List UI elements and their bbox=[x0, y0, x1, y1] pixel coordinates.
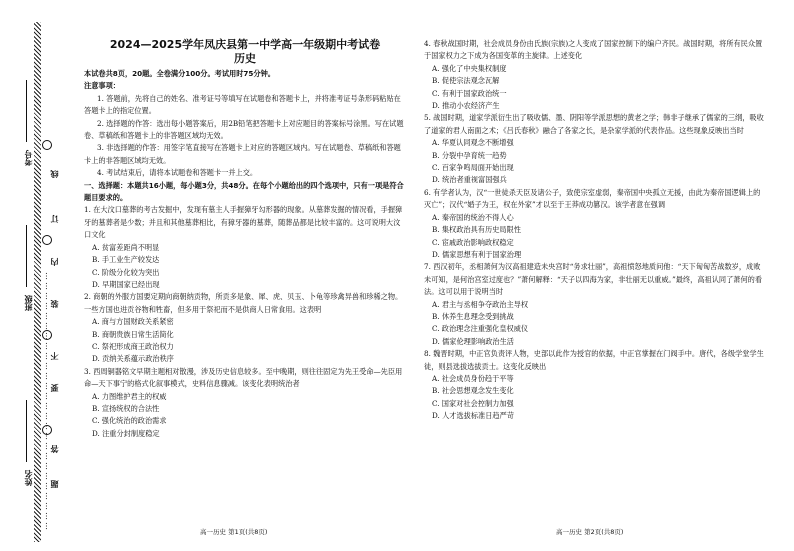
binding-hole bbox=[42, 330, 52, 340]
seal-char: 线 bbox=[49, 170, 59, 178]
option-b: B. 社会思想观念发生变化 bbox=[432, 386, 514, 396]
question-6 bbox=[424, 187, 764, 261]
section-heading: 一、选择题：本题共16小题，每小题3分，共48分。在每个小题给出的四个选项中，只有一项是符合题目要求的。 bbox=[84, 180, 404, 203]
note-item: 1. 答题前，先将自己的姓名、准考证号等填写在试题卷和答题卡上，并将准考证号条形码粘贴在答题卡上的指定位置。 bbox=[84, 93, 401, 116]
question-stem: 7. 西汉初年，丞相萧何为汉高祖建造未央宫时“务求壮丽”，高祖愤怒地质问他：“天下匈匈苦战数岁，成败未可知，是何治宫室过度也？”萧何解释：“天子以四海为家，非壮丽无以重威。”最终，高祖认同了萧何的看法。这可以用于说明当时 bbox=[424, 262, 763, 297]
option-b: B. 商朝贵族日常生活简化 bbox=[92, 329, 174, 339]
question-stem: 2. 商朝的外服方国要定期向商朝纳贡物，所贡多是象、犀、虎、贝玉、卜龟等珍禽异兽和珍稀之物。一些方国也进贡谷物和牲畜，但多用于祭祀而不是供商人日常食用。这表明 bbox=[84, 292, 403, 314]
seal-char: 不 bbox=[49, 352, 59, 360]
binding-strip bbox=[0, 0, 62, 551]
question-7 bbox=[424, 261, 764, 348]
seal-char: 答 bbox=[49, 445, 59, 453]
question-2 bbox=[84, 291, 406, 365]
exam-page-1 bbox=[84, 38, 406, 440]
binding-hole bbox=[42, 235, 52, 245]
option-c: C. 百家争鸣局面开始出现 bbox=[432, 163, 514, 173]
question-stem: 6. 有学者认为，汉“一世徒杀天臣及诸公子，致使宗室虚弱，秦帝国中央孤立无援，由此为秦帝国逻辑上的灭亡”；汉代“婚子为王，权在外家”才以至于王莽成功篡汉。该学者意在强调 bbox=[424, 187, 761, 210]
option-d: D. 贡纳关系蕴示政治秩序 bbox=[92, 354, 174, 364]
option-a: A. 强化了中央集权制度 bbox=[432, 63, 507, 73]
seal-char: 装 bbox=[49, 300, 59, 308]
binding-hole bbox=[42, 425, 52, 435]
option-c: C. 祭祀形成商王政治权力 bbox=[92, 341, 174, 351]
name-label: 姓名 bbox=[23, 470, 33, 486]
option-d: D. 注重分封制度稳定 bbox=[92, 428, 160, 438]
exam-number-underline[interactable] bbox=[26, 80, 27, 142]
option-d: D. 儒家思想有利于国家治理 bbox=[432, 249, 522, 259]
option-d: D. 人才选拔标准日趋严苛 bbox=[432, 411, 514, 421]
exam-title: 2024—2025学年凤庆县第一中学高一年级期中考试卷 bbox=[109, 38, 381, 51]
seal-char: 要 bbox=[49, 384, 59, 392]
name-underline[interactable] bbox=[26, 400, 27, 462]
exam-page-2 bbox=[424, 38, 764, 423]
question-8 bbox=[424, 348, 764, 422]
question-stem: 3. 西周铜器铭文早期主题相对散漫，涉及历史信息较多。至中晚期，则往往固定为先王受命—先臣用命—天下事宁的格式化叙事模式，史料信息骤减。该变化表明统治者 bbox=[84, 366, 403, 389]
question-4 bbox=[424, 38, 764, 112]
seal-char: 题 bbox=[49, 480, 59, 488]
notes-heading: 注意事项： bbox=[84, 81, 120, 91]
option-b: B. 集权政治具有历史局限性 bbox=[432, 225, 521, 235]
exam-info: 本试卷共8页，20题。全卷满分100分。考试用时75分钟。 bbox=[84, 69, 275, 78]
binding-dotted-line: …………………………………………………………………… bbox=[40, 270, 49, 530]
option-b: B. 宣扬统权的合法性 bbox=[92, 403, 160, 413]
question-5 bbox=[424, 112, 764, 186]
class-underline[interactable] bbox=[26, 225, 27, 287]
exam-number-label: 考号 bbox=[23, 150, 33, 166]
option-c: C. 阶级分化较为突出 bbox=[92, 267, 160, 277]
page-1-footer: 高一历史 第1页(共8页) bbox=[200, 528, 268, 536]
option-d: D. 早期国家已经出现 bbox=[92, 279, 160, 289]
question-stem: 8. 魏晋时期，中正官负责评人物，史部以此作为授官的依据，中正官掌握在门阀手中。唐代，各级学堂学生徒，则县选拔选拔贡士。这变化反映出 bbox=[424, 349, 764, 371]
question-1 bbox=[84, 204, 406, 291]
option-a: A. 贫富差距尚不明显 bbox=[92, 242, 160, 252]
option-a: A. 社会成员身份趋于平等 bbox=[432, 373, 514, 383]
option-a: A. 力图维护君主的权威 bbox=[92, 391, 167, 401]
option-c: C. 宦戚政治影响政权稳定 bbox=[432, 237, 514, 247]
option-d: D. 儒家伦理影响政治生活 bbox=[432, 336, 514, 346]
class-label: 班级 bbox=[23, 295, 33, 311]
question-stem: 4. 春秋战国时期，社会成员身份由氏族(宗族)之人变成了国家控制下的编户齐民。战国时期，将所有民众置于国家权力之下成为各国变革的主旋律。上述变化 bbox=[424, 39, 763, 61]
option-c: C. 强化统治的政治需求 bbox=[92, 416, 167, 426]
option-b: B. 促使宗法观念瓦解 bbox=[432, 76, 500, 86]
option-b: B. 手工业生产较发达 bbox=[92, 255, 160, 265]
page-2-footer: 高一历史 第2页(共8页) bbox=[556, 528, 624, 536]
option-b: B. 休养生息理念受到挑战 bbox=[432, 311, 514, 321]
seal-char: 订 bbox=[49, 215, 59, 223]
note-item: 3. 非选择题的作答：用签字笔直接写在答题卡上对应的答题区域内。写在试题卷、草稿纸和答题卡上的非答题区域均无效。 bbox=[84, 143, 401, 165]
option-d: D. 推动小农经济产生 bbox=[432, 101, 500, 111]
seal-char: 内 bbox=[49, 258, 59, 266]
option-c: C. 国家对社会控制力加强 bbox=[432, 398, 514, 408]
note-item: 2. 选择题的作答：选出每小题答案后，用2B铅笔把答题卡上对应题目的答案标号涂黑。写在试题卷、草稿纸和答题卡上的非答题区域均无效。 bbox=[84, 118, 404, 141]
option-b: B. 分裂中孕育统一趋势 bbox=[432, 150, 507, 160]
option-c: C. 有利于国家政治统一 bbox=[432, 88, 507, 98]
note-item: 4. 考试结束后，请将本试题卷和答题卡一并上交。 bbox=[97, 168, 258, 178]
option-a: A. 商与方国财政关系紧密 bbox=[92, 317, 174, 327]
question-stem: 1. 在大汶口墓葬的考古发掘中，发现有墓主人手握獐牙勾形器的现象。从墓葬发掘的情况看，手握獐牙的墓葬者是少数；并且和其他墓葬相比，有獐牙器的墓葬，随葬品都是比较丰富的。这可说明大汶口文化 bbox=[84, 205, 403, 240]
exam-subject: 历史 bbox=[234, 52, 256, 65]
option-a: A. 秦帝国的统治不得人心 bbox=[432, 212, 514, 222]
option-d: D. 统治者重视富国强兵 bbox=[432, 175, 507, 185]
option-a: A. 君主与丞相争夺政治主导权 bbox=[432, 299, 529, 309]
question-3 bbox=[84, 366, 406, 440]
option-a: A. 华夏认同观念不断增强 bbox=[432, 138, 514, 148]
binding-hole bbox=[42, 140, 52, 150]
question-stem: 5. 战国时期，道家学派衍生出了吸收儒、墨、阴阳等学派思想的黄老之学；韩非子继承了儒家的三纲，吸收了道家的君人南面之术；《吕氏春秋》融合了各家之长，是杂家学派的代表作品。这些现象反映出当时 bbox=[424, 113, 764, 135]
option-c: C. 政治理念注重强化皇权威仪 bbox=[432, 324, 529, 334]
